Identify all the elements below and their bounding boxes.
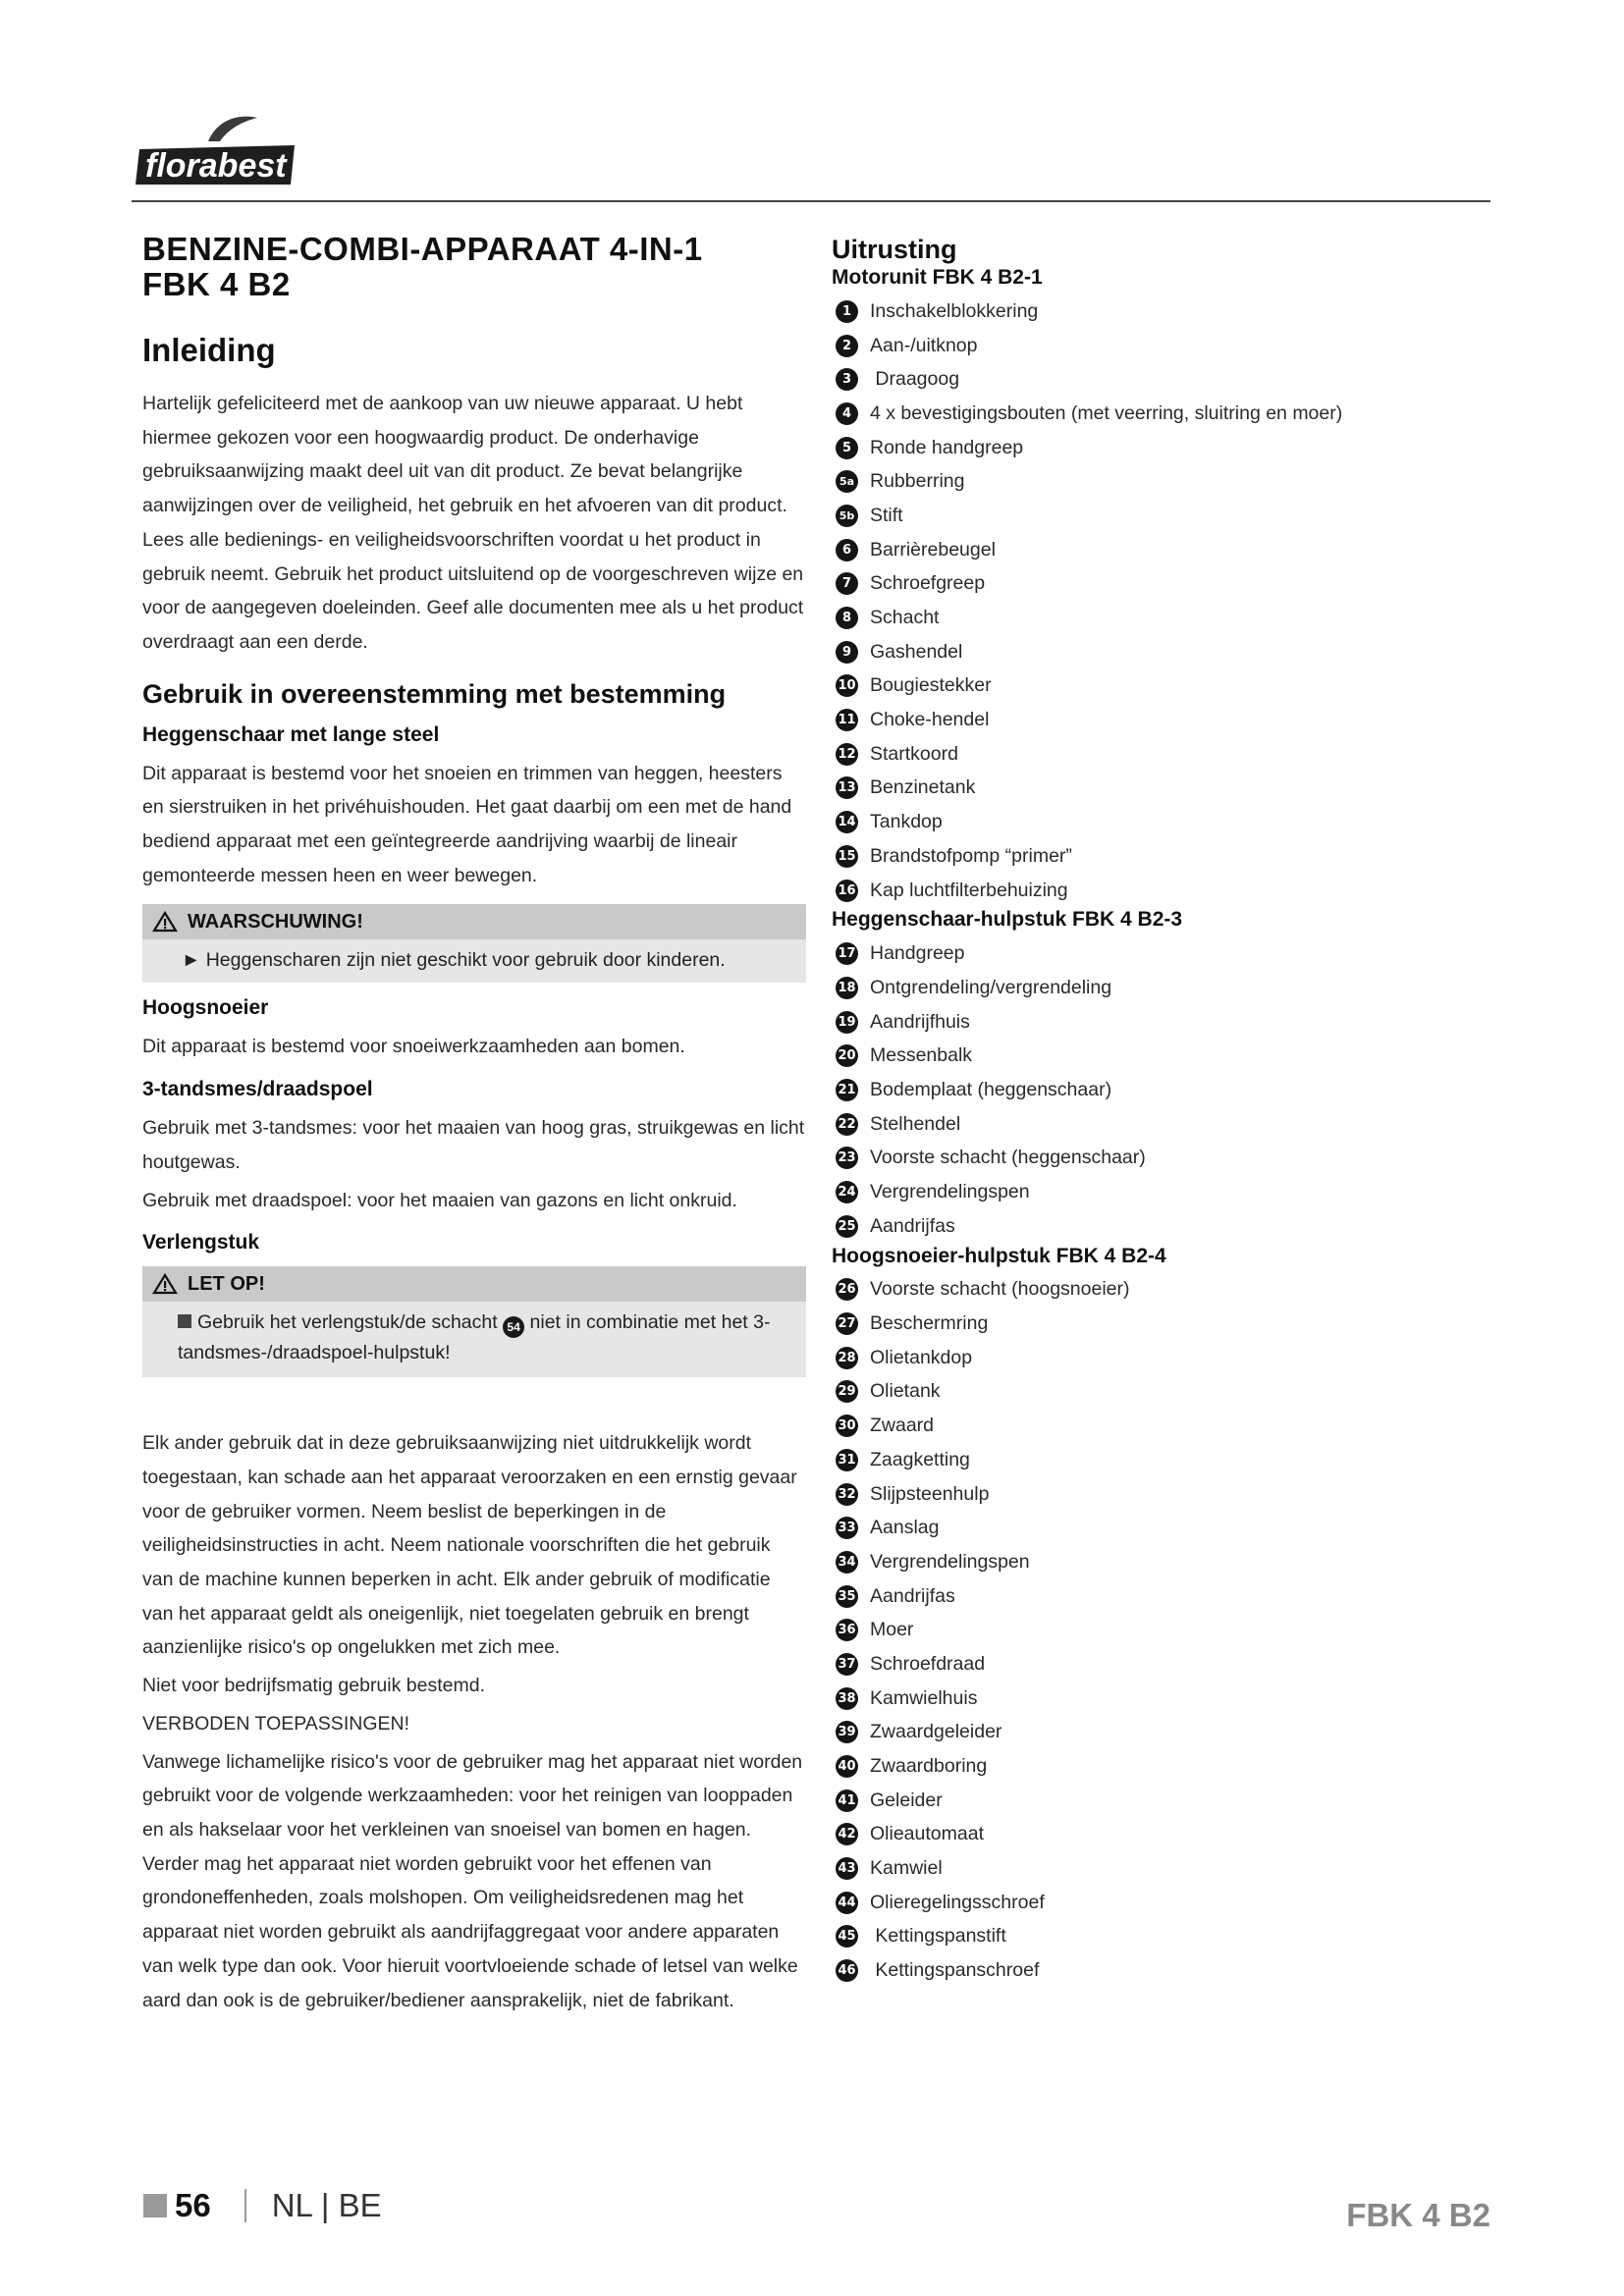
part-number-badge: 9 <box>836 641 858 664</box>
list-item <box>832 805 1509 839</box>
extension-heading: Verlengstuk <box>142 1231 260 1255</box>
list-item <box>832 1209 1509 1244</box>
part-label: Olietankdop <box>870 1346 973 1368</box>
part-number-badge: 5a <box>836 470 858 493</box>
list-item <box>832 1443 1509 1477</box>
part-label: Inschakelblokkering <box>870 299 1039 322</box>
part-number-badge: 43 <box>836 1857 858 1880</box>
part-label: Gashendel <box>870 640 963 663</box>
part-label: Benzinetank <box>870 776 976 799</box>
section-title: Hoogsnoeier-hulpstuk FBK 4 B2-4 <box>832 1244 1166 1267</box>
list-item <box>832 1375 1509 1410</box>
warning-header <box>142 904 806 939</box>
part-label: Zwaardboring <box>870 1755 988 1778</box>
page-footer <box>143 2187 382 2224</box>
list-item <box>832 1953 1509 1988</box>
warning-box <box>142 904 806 983</box>
list-item <box>832 1851 1509 1886</box>
list-item <box>832 635 1509 669</box>
part-label: Kamwiel <box>870 1857 943 1880</box>
part-label: Bougiestekker <box>870 674 992 697</box>
part-number-badge: 25 <box>836 1215 858 1238</box>
part-label: Ontgrendeling/vergrendeling <box>870 976 1112 998</box>
part-label: Schacht <box>870 607 940 629</box>
part-number-badge: 16 <box>836 880 858 902</box>
part-label: 4 x bevestigingsbouten (met veerring, sluitring en moer) <box>870 401 1343 424</box>
part-label: Startkoord <box>870 742 958 765</box>
warning-label: WAARSCHUWING! <box>188 910 363 933</box>
part-number-badge: 1 <box>836 300 858 323</box>
part-number-badge: 31 <box>836 1449 858 1471</box>
part-number-badge: 17 <box>836 942 858 965</box>
part-label: Messenbalk <box>870 1044 973 1067</box>
hedge-text: Dit apparaat is bestemd voor het snoeien en trimmen van heggen, heesters en sierstruiken in het privéhuishouden. Het gaat daarbij om een met de hand bediend apparaat met een geïntegreerde aandrijving waarbij de lineair gemonteerde messen heen en weer bewegen. <box>142 762 792 886</box>
parts-list <box>832 936 1509 1243</box>
part-label: Olietank <box>870 1380 941 1403</box>
list-item <box>832 1175 1509 1209</box>
hedge-heading: Heggenschaar met lange steel <box>142 722 440 746</box>
part-number-badge: 35 <box>836 1585 858 1608</box>
list-item <box>832 669 1509 704</box>
intro-text: Hartelijk gefeliciteerd met de aankoop van uw nieuwe apparaat. U hebt hiermee gekozen voor een hoogwaardig product. De onderhavige gebruiksaanwijzing maakt deel uit van dit product. Ze bevat belangrijke aanwijzingen over de veiligheid, het gebruik en het afvoeren van dit product. Lees alle bedienings- en veiligheidsvoorschriften voordat u het product in gebruik neemt. Gebruik het product uitsluitend op de voorgeschreven wijze en voor de aangegeven doeleinden. Geef alle documenten mee als u het product overdraagt aan een derde. <box>142 393 804 653</box>
part-label: Vergrendelingspen <box>870 1550 1030 1573</box>
equipment-section <box>832 1244 1509 1988</box>
list-item <box>832 1005 1509 1040</box>
equipment-section <box>832 907 1509 1243</box>
section-title: Heggenschaar-hulpstuk FBK 4 B2-3 <box>832 908 1183 932</box>
forbidden-text: Vanwege lichamelijke risico's voor de gebruiker mag het apparaat niet worden gebruikt voor de volgende werkzaamheden: voor het reinigen van looppaden en als hakselaar voor het verkleinen van snoeisel van bomen en hagen. Verder mag het apparaat niet worden gebruikt voor het effenen van grondoneffenheden, zoals molshopen. Om veiligheidsredenen mag het apparaat niet worden gebruikt als aandrijfaggregaat voor andere apparaten van welk type dan ook. Voor hieruit voortvloeiende schade of letsel van welke aard dan ook is de gebruiker/bediener aansprakelijk, niet de fabrikant. <box>142 1750 803 2011</box>
list-item <box>832 362 1509 397</box>
part-number-badge: 19 <box>836 1011 858 1034</box>
part-number-badge: 45 <box>836 1925 858 1948</box>
list-item <box>832 397 1509 431</box>
part-label: Aanslag <box>870 1517 940 1539</box>
list-item <box>832 874 1509 908</box>
part-number-badge: 21 <box>836 1079 858 1101</box>
blade-heading: 3-tandsmes/draadspoel <box>142 1078 373 1101</box>
part-number-badge: 18 <box>836 977 858 999</box>
part-label: Zaagketting <box>870 1448 970 1470</box>
part-number-badge: 8 <box>836 607 858 629</box>
list-item <box>832 1273 1509 1308</box>
pruner-heading: Hoogsnoeier <box>142 996 269 1020</box>
page-number: 56 <box>175 2187 211 2223</box>
list-item <box>832 1545 1509 1579</box>
part-label: Choke-hendel <box>870 709 990 731</box>
part-number-badge: 33 <box>836 1517 858 1539</box>
warning-text: ► Heggenscharen zijn niet geschikt voor gebruik door kinderen. <box>182 949 726 972</box>
part-number-badge: 39 <box>836 1721 858 1743</box>
language-code: NL | BE <box>271 2187 382 2223</box>
footer-separator <box>244 2189 246 2222</box>
parts-list <box>832 1273 1509 1988</box>
part-number-badge: 22 <box>836 1113 858 1136</box>
caution-triangle-icon <box>152 1273 178 1295</box>
part-number-badge: 32 <box>836 1483 858 1506</box>
part-number-badge: 20 <box>836 1044 858 1067</box>
document-title <box>142 232 806 302</box>
part-number-badge: 7 <box>836 572 858 595</box>
misuse-text: Elk ander gebruik dat in deze gebruiksaanwijzing niet uitdrukkelijk wordt toegestaan, kan schade aan het apparaat veroorzaken en een ernstig gevaar voor de gebruiker vormen. Neem beslist de beperkingen in de veiligheidsinstructies in acht. Neem nationale voorschriften die het gebruik van de machine kunnen beperken in acht. Elk ander gebruik of modificatie van het apparaat geldt als oneigenlijk, niet toegelaten gebruik en brengt aanzienlijke risico's op ongelukken met zich mee. <box>142 1432 797 1659</box>
part-number-badge: 26 <box>836 1278 858 1301</box>
not-commercial-text: Niet voor bedrijfsmatig gebruik bestemd. <box>142 1675 485 1697</box>
part-label: Rubberring <box>870 470 965 493</box>
part-number-badge: 54 <box>503 1316 524 1338</box>
list-item <box>832 1142 1509 1176</box>
blade-text-2: Gebruik met draadspoel: voor het maaien van gazons en licht onkruid. <box>142 1189 737 1211</box>
part-label: Voorste schacht (heggenschaar) <box>870 1147 1146 1169</box>
intro-heading: Inleiding <box>142 332 276 368</box>
list-item <box>832 499 1509 533</box>
note-label: LET OP! <box>188 1272 265 1295</box>
equipment-sections <box>832 265 1509 1988</box>
part-label: Handgreep <box>870 942 965 965</box>
part-number-badge: 24 <box>836 1181 858 1203</box>
part-label: Kap luchtfilterbehuizing <box>870 879 1068 901</box>
part-number-badge: 2 <box>836 335 858 357</box>
part-label: Aandrijfhuis <box>870 1010 970 1033</box>
blade-text-1: Gebruik met 3-tandsmes: voor het maaien van hoog gras, struikgewas en licht houtgewas. <box>142 1117 805 1173</box>
part-label: Schroefgreep <box>870 572 986 595</box>
list-item <box>832 1511 1509 1545</box>
left-column <box>142 232 806 2021</box>
list-item <box>832 1716 1509 1750</box>
part-number-badge: 4 <box>836 402 858 425</box>
part-label: Draagoog <box>870 368 960 391</box>
part-number-badge: 3 <box>836 368 858 391</box>
part-number-badge: 5 <box>836 437 858 459</box>
footer-model: FBK 4 B2 <box>1346 2197 1490 2233</box>
part-label: Olieautomaat <box>870 1823 984 1845</box>
list-item <box>832 1073 1509 1107</box>
part-number-badge: 12 <box>836 743 858 766</box>
section-title: Motorunit FBK 4 B2-1 <box>832 266 1043 289</box>
list-item <box>832 1107 1509 1142</box>
list-item <box>832 329 1509 363</box>
part-label: Kamwielhuis <box>870 1686 978 1709</box>
usage-heading: Gebruik in overeenstemming met bestemming <box>142 678 727 709</box>
part-number-badge: 38 <box>836 1687 858 1710</box>
part-label: Ronde handgreep <box>870 436 1024 458</box>
right-column <box>832 234 1509 1988</box>
list-item <box>832 971 1509 1005</box>
part-label: Kettingspanstift <box>870 1925 1006 1948</box>
list-item <box>832 737 1509 772</box>
equipment-heading: Uitrusting <box>832 235 957 264</box>
part-label: Stift <box>870 504 903 526</box>
part-label: Tankdop <box>870 811 943 833</box>
list-item <box>832 1307 1509 1341</box>
part-label: Bodemplaat (heggenschaar) <box>870 1078 1112 1100</box>
note-text-b: niet in combinatie met het 3-tandsmes-/draadspoel-hulpstuk! <box>178 1311 771 1364</box>
part-number-badge: 13 <box>836 776 858 799</box>
part-number-badge: 40 <box>836 1755 858 1778</box>
list-item <box>832 1613 1509 1647</box>
header-divider <box>132 200 1490 202</box>
note-text-a: Gebruik het verlengstuk/de schacht <box>197 1311 498 1334</box>
list-item <box>832 533 1509 567</box>
part-label: Moer <box>870 1619 914 1641</box>
list-item <box>832 1784 1509 1818</box>
part-number-badge: 36 <box>836 1619 858 1641</box>
part-number-badge: 29 <box>836 1380 858 1403</box>
list-item <box>832 294 1509 329</box>
part-label: Beschermring <box>870 1312 989 1335</box>
part-label: Aandrijfas <box>870 1214 955 1237</box>
list-item <box>832 464 1509 499</box>
list-item <box>832 1920 1509 1954</box>
title-line-2: FBK 4 B2 <box>142 266 291 302</box>
part-label: Zwaard <box>870 1415 935 1437</box>
pruner-text: Dit apparaat is bestemd voor snoeiwerkzaamheden aan bomen. <box>142 1036 685 1058</box>
part-label: Vergrendelingspen <box>870 1181 1030 1203</box>
list-item <box>832 1477 1509 1512</box>
part-number-badge: 37 <box>836 1653 858 1676</box>
part-number-badge: 11 <box>836 709 858 731</box>
logo-wordmark: florabest <box>145 147 287 185</box>
part-label: Slijpsteenhulp <box>870 1482 990 1505</box>
part-label: Kettingspanschroef <box>870 1959 1040 1982</box>
florabest-logo <box>132 112 300 187</box>
part-number-badge: 42 <box>836 1823 858 1845</box>
list-item <box>832 1818 1509 1852</box>
part-number-badge: 14 <box>836 811 858 833</box>
part-number-badge: 27 <box>836 1312 858 1335</box>
part-number-badge: 5b <box>836 505 858 527</box>
list-item <box>832 839 1509 874</box>
equipment-section <box>832 265 1509 907</box>
part-label: Aan-/uitknop <box>870 334 978 356</box>
list-item <box>832 1409 1509 1443</box>
part-number-badge: 34 <box>836 1551 858 1574</box>
part-number-badge: 10 <box>836 674 858 697</box>
footer-square-icon <box>143 2194 167 2217</box>
part-number-badge: 28 <box>836 1347 858 1369</box>
parts-list <box>832 294 1509 907</box>
part-label: Geleider <box>870 1789 943 1811</box>
list-item <box>832 1039 1509 1073</box>
part-label: Barrièrebeugel <box>870 538 996 561</box>
part-label: Schroefdraad <box>870 1652 986 1675</box>
bullet-square-icon <box>178 1314 191 1328</box>
part-label: Olieregelingsschroef <box>870 1891 1045 1913</box>
list-item <box>832 1341 1509 1375</box>
part-label: Voorste schacht (hoogsnoeier) <box>870 1278 1130 1301</box>
list-item <box>832 1579 1509 1614</box>
part-number-badge: 15 <box>836 845 858 868</box>
part-number-badge: 30 <box>836 1415 858 1437</box>
list-item <box>832 1682 1509 1716</box>
list-item <box>832 703 1509 737</box>
list-item <box>832 431 1509 465</box>
part-label: Brandstofpomp “primer” <box>870 844 1072 867</box>
list-item <box>832 936 1509 971</box>
part-number-badge: 44 <box>836 1892 858 1914</box>
forbidden-heading: VERBODEN TOEPASSINGEN! <box>142 1712 409 1735</box>
list-item <box>832 1886 1509 1920</box>
list-item <box>832 567 1509 602</box>
part-label: Stelhendel <box>870 1112 961 1135</box>
title-line-1: BENZINE-COMBI-APPARAAT 4-IN-1 <box>142 231 703 267</box>
part-number-badge: 6 <box>836 539 858 561</box>
part-label: Aandrijfas <box>870 1584 955 1607</box>
list-item <box>832 1749 1509 1784</box>
list-item <box>832 772 1509 806</box>
part-number-badge: 46 <box>836 1959 858 1982</box>
list-item <box>832 601 1509 635</box>
note-text <box>142 1302 806 1377</box>
part-number-badge: 41 <box>836 1789 858 1812</box>
list-item <box>832 1647 1509 1682</box>
part-number-badge: 23 <box>836 1147 858 1169</box>
note-header <box>142 1266 806 1302</box>
part-label: Zwaardgeleider <box>870 1721 1002 1743</box>
note-box <box>142 1266 806 1377</box>
warning-triangle-icon <box>152 911 178 933</box>
